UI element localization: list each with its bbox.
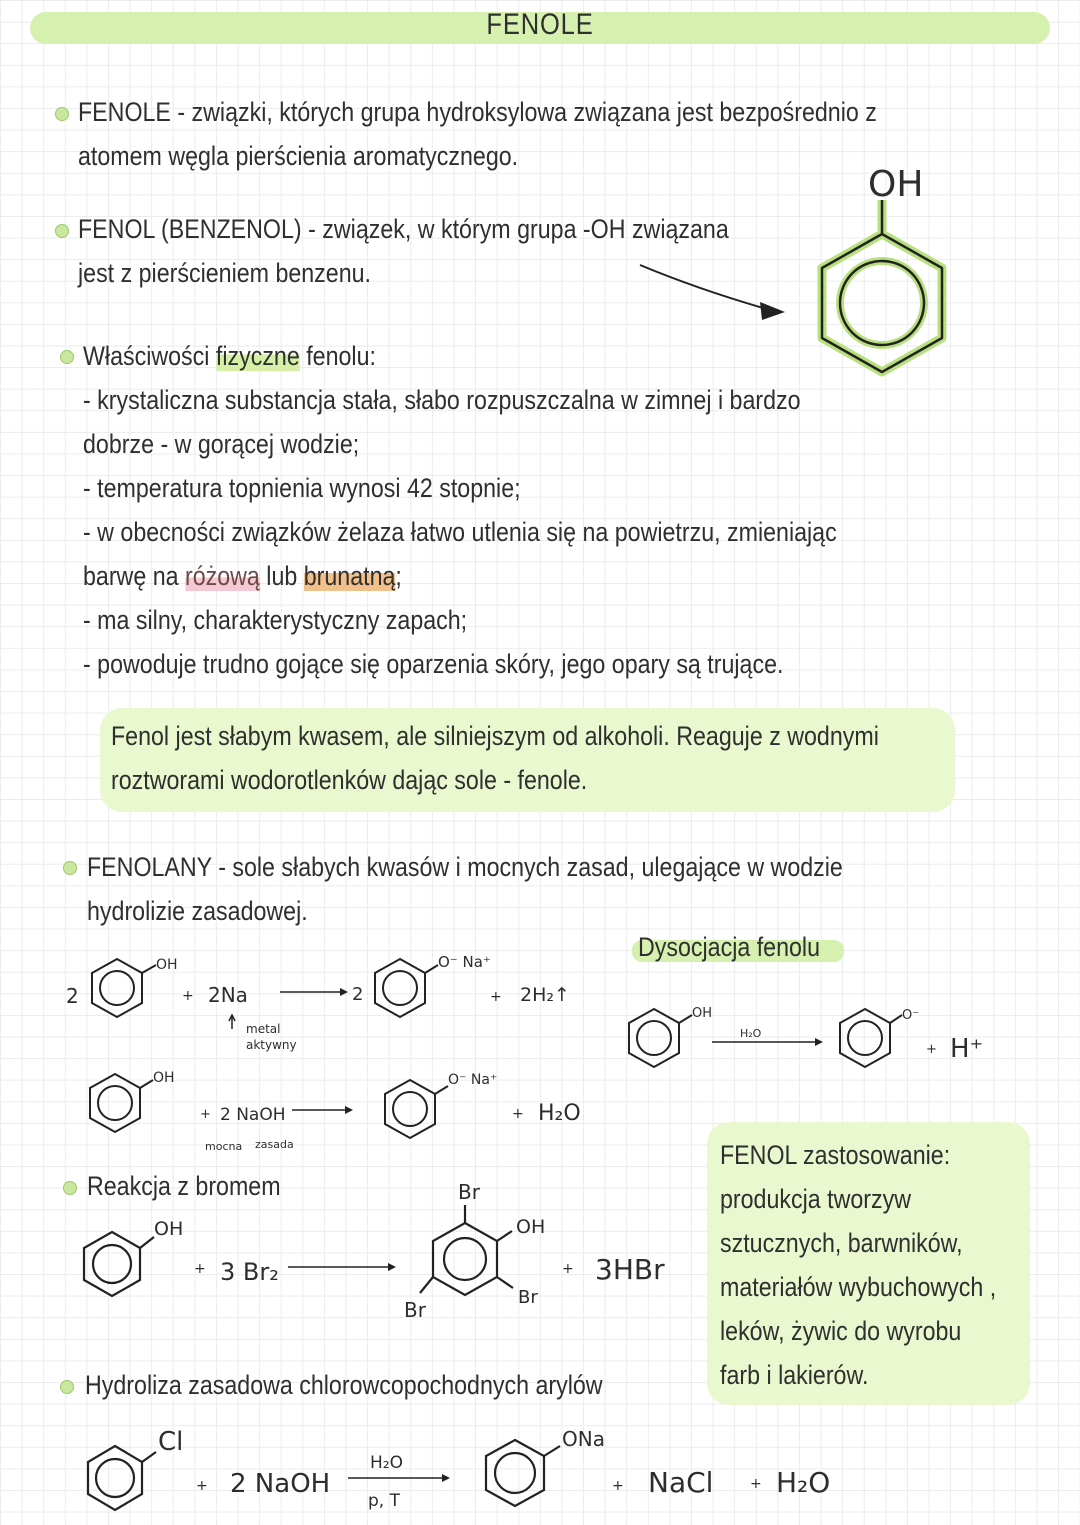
oh-label: OH [692, 1006, 713, 1021]
property-line: - krystaliczna substancja stała, słabo rozpuszczalna w zimnej i bardzo [83, 385, 801, 415]
usage-term: FENOL [720, 1140, 797, 1170]
plus-sign: + [612, 1478, 624, 1494]
definition-fenolany [87, 845, 843, 933]
plus-sign: + [926, 1042, 937, 1057]
coefficient: 2 [66, 984, 79, 1008]
highlight-pink: różową [184, 561, 260, 591]
term-fenol: FENOL (BENZENOL) [78, 214, 302, 244]
term-fenole: FENOLE [78, 97, 171, 127]
bullet [60, 350, 74, 364]
bullet [63, 861, 77, 875]
usage-line: farb i lakierów. [720, 1360, 869, 1390]
physical-properties [83, 334, 837, 686]
plus-sign: + [194, 1261, 206, 1277]
bullet [55, 224, 69, 238]
acid-term: Fenol [111, 721, 170, 751]
salt-label: O⁻ Na⁺ [448, 1072, 498, 1088]
br-left-label: Br [404, 1298, 426, 1322]
coefficient: 2 [352, 984, 364, 1005]
definition-fenole-line2: atomem węgla pierścienia aromatycznego. [78, 141, 519, 171]
reagent-na: 2Na [208, 983, 248, 1007]
phenol-oh-label: OH [868, 164, 924, 205]
benzene-ring [486, 1440, 560, 1506]
br-top-label: Br [458, 1180, 480, 1204]
definition-fenol-line1: - związek, w którym grupa -OH związana [301, 214, 729, 244]
bullet [60, 1380, 74, 1394]
bromine-heading: Reakcja z bromem [87, 1171, 281, 1201]
oh-product-label: OH [516, 1216, 546, 1238]
tribromophenol-ring [420, 1205, 513, 1295]
br-right-label: Br [518, 1287, 538, 1308]
condition-bottom: p, T [368, 1491, 400, 1511]
definition-fenole-line1: - związki, których grupa hydroksylowa związana jest bezpośrednio z [170, 97, 877, 127]
reaction-hydrolysis [70, 1418, 850, 1525]
bullet [55, 107, 69, 121]
acid-line2: roztworami wodorotlenków dając sole - fenole. [111, 765, 588, 795]
property-line-post: ; [395, 561, 402, 591]
fenolany-line2: hydrolizie zasadowej. [87, 896, 308, 926]
term-fenolany: FENOLANY [87, 852, 212, 882]
plus-sign: + [562, 1261, 574, 1277]
properties-heading-pre: Właściwości [83, 341, 216, 371]
benzene-ring [90, 1074, 153, 1132]
fenolany-line1: - sole słabych kwasów i mocnych zasad, ulegające w wodzie [211, 852, 843, 882]
salt-label: O⁻ Na⁺ [438, 953, 491, 971]
oh-label: OH [156, 957, 178, 973]
benzene-ring [629, 1009, 692, 1067]
property-line: - ma silny, charakterystyczny zapach; [83, 605, 468, 635]
reaction-sodium [60, 945, 620, 1065]
property-line: dobrze - w gorącej wodzie; [83, 429, 360, 459]
usage-line: materiałów wybuchowych , [720, 1272, 997, 1302]
benzene-ring [840, 1009, 902, 1067]
note-metal: metal [246, 1022, 281, 1036]
cation-label: H⁺ [950, 1034, 984, 1064]
plus-sign: + [182, 988, 194, 1004]
property-line: - temperatura topnienia wynosi 42 stopnie; [83, 473, 521, 503]
page-title: FENOLE [486, 8, 594, 41]
plus-sign: + [512, 1106, 524, 1122]
note-zasada: zasada [255, 1138, 294, 1151]
reagent-naoh: 2 NaOH [230, 1469, 331, 1499]
acid-line1: jest słabym kwasem, ale silniejszym od alkoholi. Reaguje z wodnymi [169, 721, 879, 751]
definition-fenol-line2: jest z pierścieniem benzenu. [78, 258, 371, 288]
dissociation-reaction [620, 995, 1040, 1085]
product-h2: 2H₂↑ [520, 984, 570, 1006]
usage-line: produkcja tworzyw [720, 1184, 911, 1214]
product-nacl: NaCl [648, 1466, 714, 1499]
usage-title: zastosowanie: [796, 1140, 951, 1170]
ona-label: ONa [562, 1427, 605, 1451]
reaction-bromine [70, 1175, 690, 1335]
property-line: - w obecności związków żelaza łatwo utlenia się na powietrzu, zmieniając [83, 517, 837, 547]
benzene-ring [84, 1232, 154, 1296]
anion-label: O⁻ [902, 1008, 920, 1023]
oh-label: OH [153, 1070, 175, 1086]
plus-sign: + [750, 1476, 762, 1492]
highlight-orange: brunatną [303, 561, 396, 591]
note-aktywny: aktywny [246, 1038, 297, 1052]
reaction-naoh [60, 1058, 620, 1158]
product-hbr: 3HBr [595, 1253, 665, 1286]
product-water: H₂O [776, 1466, 831, 1499]
condition-top: H₂O [370, 1453, 403, 1473]
benzene-ring [385, 1080, 448, 1138]
property-line: - powoduje trudno gojące się oparzenia skóry, jego opary są trujące. [83, 649, 784, 679]
note-mocna: mocna [205, 1140, 243, 1153]
acid-info-text [111, 714, 879, 802]
dissociation-heading: Dysocjacja fenolu [638, 932, 820, 962]
reagent-naoh: 2 NaOH [220, 1105, 286, 1125]
property-line-mid: lub [259, 561, 304, 591]
property-line-pre: barwę na [83, 561, 185, 591]
usage-text [720, 1133, 996, 1397]
benzene-ring [92, 959, 156, 1017]
plus-sign: + [196, 1478, 208, 1494]
product-water: H₂O [538, 1101, 581, 1126]
usage-line: sztucznych, barwników, [720, 1228, 963, 1258]
plus-sign: + [200, 1107, 211, 1122]
properties-heading-post: fenolu: [299, 341, 376, 371]
properties-heading-highlight: fizyczne [215, 341, 300, 371]
reagent-br2: 3 Br₂ [220, 1258, 279, 1286]
benzene-ring [88, 1446, 156, 1510]
arrow-label: H₂O [740, 1027, 762, 1040]
plus-sign: + [490, 989, 502, 1005]
cl-label: Cl [158, 1427, 184, 1457]
benzene-ring [375, 959, 438, 1017]
oh-label: OH [154, 1218, 184, 1240]
usage-line: leków, żywic do wyrobu [720, 1316, 962, 1346]
hydrolysis-heading: Hydroliza zasadowa chlorowcopochodnych arylów [85, 1370, 603, 1400]
